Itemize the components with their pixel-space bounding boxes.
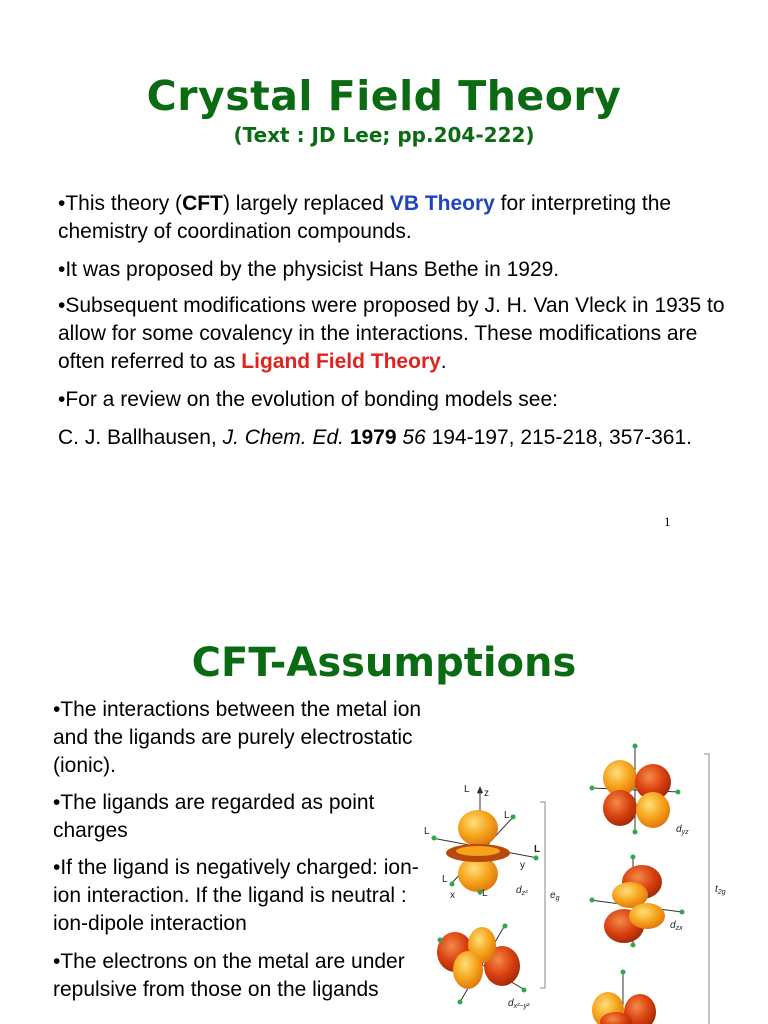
bullet-hans-bethe: •It was proposed by the physicist Hans Bethe in 1929. (58, 258, 560, 281)
ligand-label: L (424, 826, 430, 837)
dx2-y2-label: $d_{x^2-y^2}$ (508, 998, 530, 1010)
bullet-text: ) largely replaced (222, 192, 390, 215)
bullet-text: •Subsequent modifications were proposed by J. H. Van Vleck in 1935 to allow for some covalency in the interactions. These modifications are often referred to as (58, 294, 725, 373)
bullet-text: •This theory ( (58, 192, 183, 215)
assumption-bullet: •The ligands are regarded as point charges (53, 791, 375, 842)
dzx-orbital-icon (590, 855, 685, 948)
bullet-cft-replaced-vb (58, 190, 738, 246)
slide1-title: Crystal Field Theory (146, 72, 622, 120)
bullet-review: •For a review on the evolution of bonding models see: (58, 388, 558, 411)
dzx-label: $d_{zx}$ (670, 920, 683, 932)
bullet-van-vleck (58, 292, 738, 376)
slide2-title: CFT-Assumptions (191, 640, 577, 686)
eg-label: $e_g$ (550, 890, 560, 902)
ligand-label: L (482, 888, 488, 899)
assumption-bullet: •If the ligand is negatively charged: ion-ion interaction. If the ligand is neutral : ion-dipole interaction (53, 856, 419, 935)
slide1-subtitle: (Text : JD Lee; pp.204-222) (233, 123, 535, 147)
dxy-orbital-icon (592, 970, 656, 1024)
ligand-label: L (442, 874, 448, 885)
ligand-label: L (464, 784, 470, 795)
d-orbital-splitting-figure (420, 740, 740, 1024)
axis-x-label: x (450, 890, 455, 901)
axis-y-label: y (520, 860, 525, 871)
ref-volume: 56 (396, 426, 426, 449)
dx2-y2-orbital-icon (437, 924, 530, 1011)
t2g-label: $t_{2g}$ (715, 884, 726, 896)
ref-year: 1979 (343, 426, 397, 449)
bullet-text: for interpreting the chemistry of coordination compounds. (58, 192, 672, 243)
ref-pages: 194-197, 215-218, 357-361. (425, 426, 692, 449)
dz2-label: $d_{z^2}$ (516, 885, 528, 897)
reference-citation (58, 424, 738, 452)
dz2-orbital-icon (424, 784, 540, 901)
ligand-label: L (504, 810, 510, 821)
assumption-bullet: •The electrons on the metal are under repulsive from those on the ligands (53, 950, 405, 1001)
cft-abbrev: CFT (182, 192, 223, 215)
ref-journal: J. Chem. Ed. (222, 426, 344, 449)
bullet-text: . (440, 350, 447, 373)
assumption-bullet: •The interactions between the metal ion and the ligands are purely electrostatic (ionic). (53, 698, 422, 777)
dyz-orbital-icon (590, 744, 690, 837)
page-number: 1 (664, 514, 671, 529)
vb-theory-highlight: VB Theory (389, 192, 495, 215)
axis-z-label: z (484, 788, 489, 799)
ligand-label: L (534, 844, 541, 855)
ligand-field-theory-highlight: Ligand Field Theory (241, 350, 441, 373)
ref-author: C. J. Ballhausen, (58, 426, 223, 449)
dyz-label: $d_{yz}$ (676, 824, 689, 836)
